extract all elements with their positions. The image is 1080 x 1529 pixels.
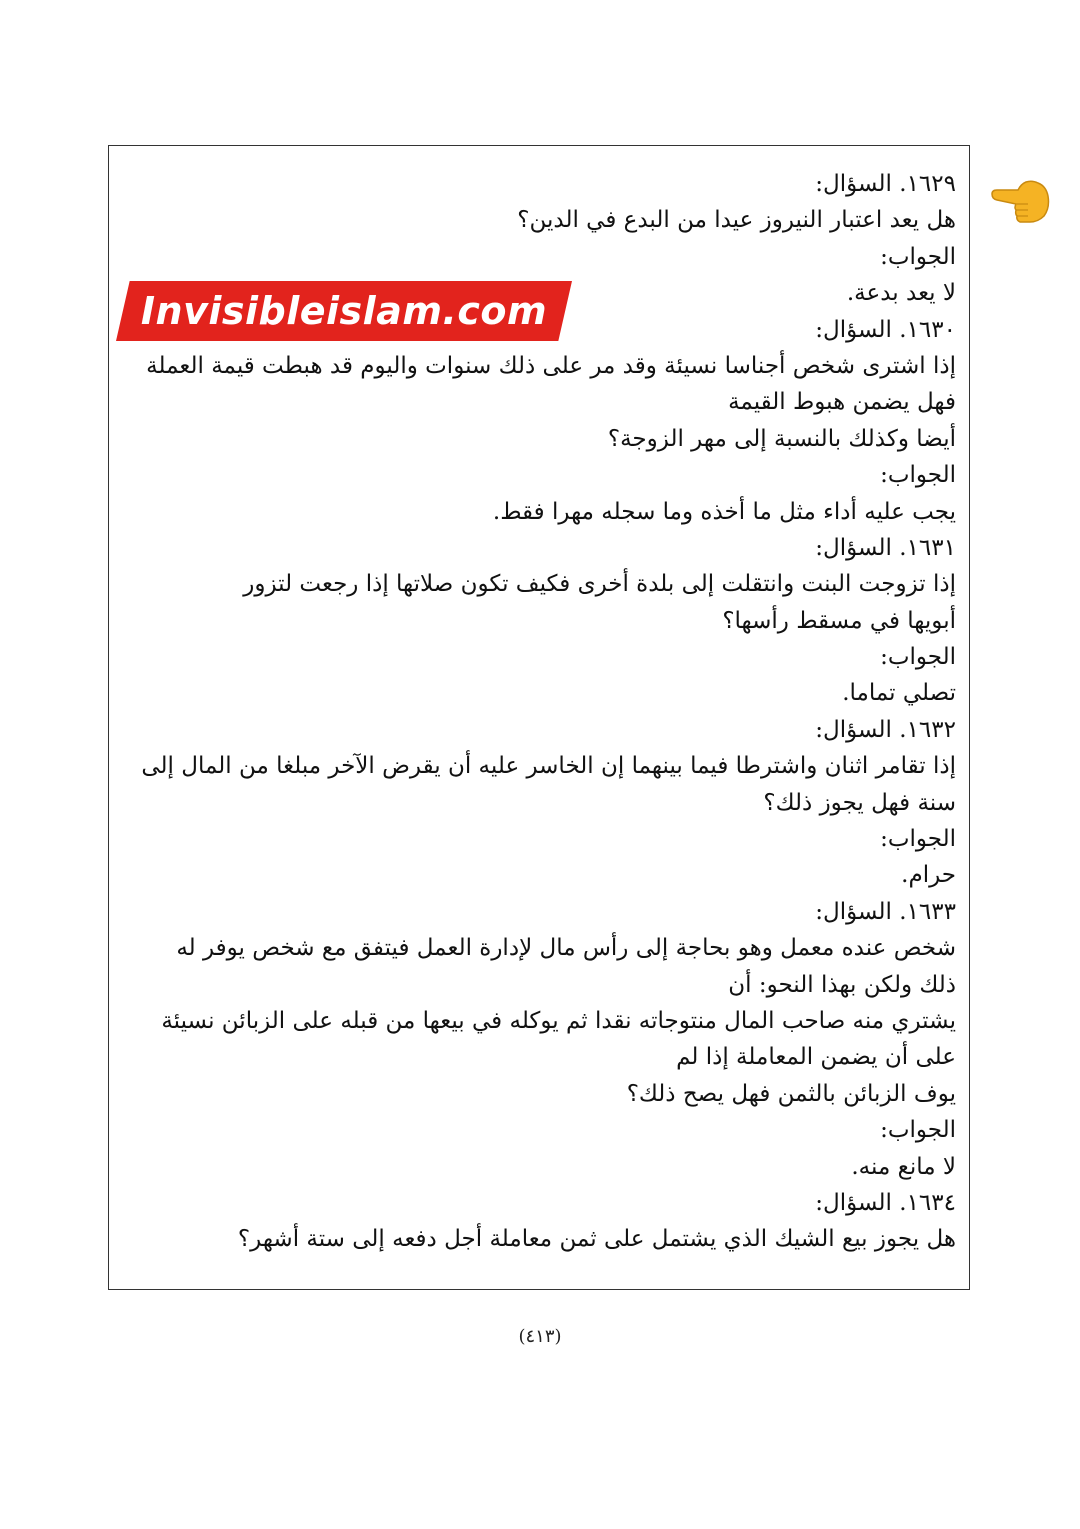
question-text-line: فهل يضمن هبوط القيمة [728,389,956,416]
question-text-line: هل يعد اعتبار النيروز عيدا من البدع في الدين؟ [517,207,956,234]
answer-heading: الجواب: [880,1117,956,1144]
answer-text-line: لا مانع منه. [851,1153,956,1180]
question-text-line: هل يجوز بيع الشيك الذي يشتمل على ثمن معاملة أجل دفعه إلى ستة أشهر؟ [237,1226,956,1253]
question-heading-1629: ١٦٢٩. السؤال: [815,171,956,197]
question-heading-1632: ١٦٣٢. السؤال: [815,716,956,743]
question-text-line: سنة فهل يجوز ذلك؟ [763,789,956,816]
question-text-line: ذلك ولكن بهذا النحو: أن [728,971,956,998]
question-text-line: أبويها في مسقط رأسها؟ [722,607,956,634]
answer-heading: الجواب: [880,644,956,671]
answer-text-line: حرام. [901,862,956,889]
page-number: (٤١٣) [518,1326,562,1347]
answer-text-line: يجب عليه أداء مثل ما أخذه وما سجله مهرا فقط. [492,498,956,525]
question-text-line: على أن يضمن المعاملة إذا لم [676,1044,956,1071]
question-heading-1630: ١٦٣٠. السؤال: [815,316,956,343]
answer-heading: الجواب: [880,243,956,270]
question-text-line: أيضا وكذلك بالنسبة إلى مهر الزوجة؟ [607,425,956,452]
hand-pointing-right-icon [988,170,1054,230]
watermark-text: Invisibleislam.com [140,289,548,333]
question-text-line: إذا اشترى شخص أجناسا نسيئة وقد مر على ذلك سنوات واليوم قد هبطت قيمة العملة [146,352,956,379]
question-text-line: يوف الزبائن بالثمن فهل يصح ذلك؟ [626,1080,956,1107]
question-heading-1633: ١٦٣٣. السؤال: [815,898,956,925]
question-text-line: يشتري منه صاحب المال منتوجاته نقدا ثم يوكله في بيعها من قبله على الزبائن نسيئة [161,1007,956,1034]
question-text-line: إذا تزوجت البنت وانتقلت إلى بلدة أخرى فكيف تكون صلاتها إذا رجعت لتزور [243,571,956,598]
question-heading-1631: ١٦٣١. السؤال: [815,534,956,561]
answer-heading: الجواب: [880,826,956,853]
question-text-line: شخص عنده معمل وهو بحاجة إلى رأس مال لإدارة العمل فيتفق مع شخص يوفر له [176,935,956,962]
watermark-banner [116,281,572,341]
answer-heading: الجواب: [880,462,956,489]
question-text-line: إذا تقامر اثنان واشترطا فيما بينهما إن الخاسر عليه أن يقرض الآخر مبلغا من المال إلى [141,753,956,780]
answer-text-line: تصلي تماما. [842,680,956,707]
answer-text-line: لا يعد بدعة. [846,280,956,307]
question-heading-1634: ١٦٣٤. السؤال: [815,1189,956,1216]
